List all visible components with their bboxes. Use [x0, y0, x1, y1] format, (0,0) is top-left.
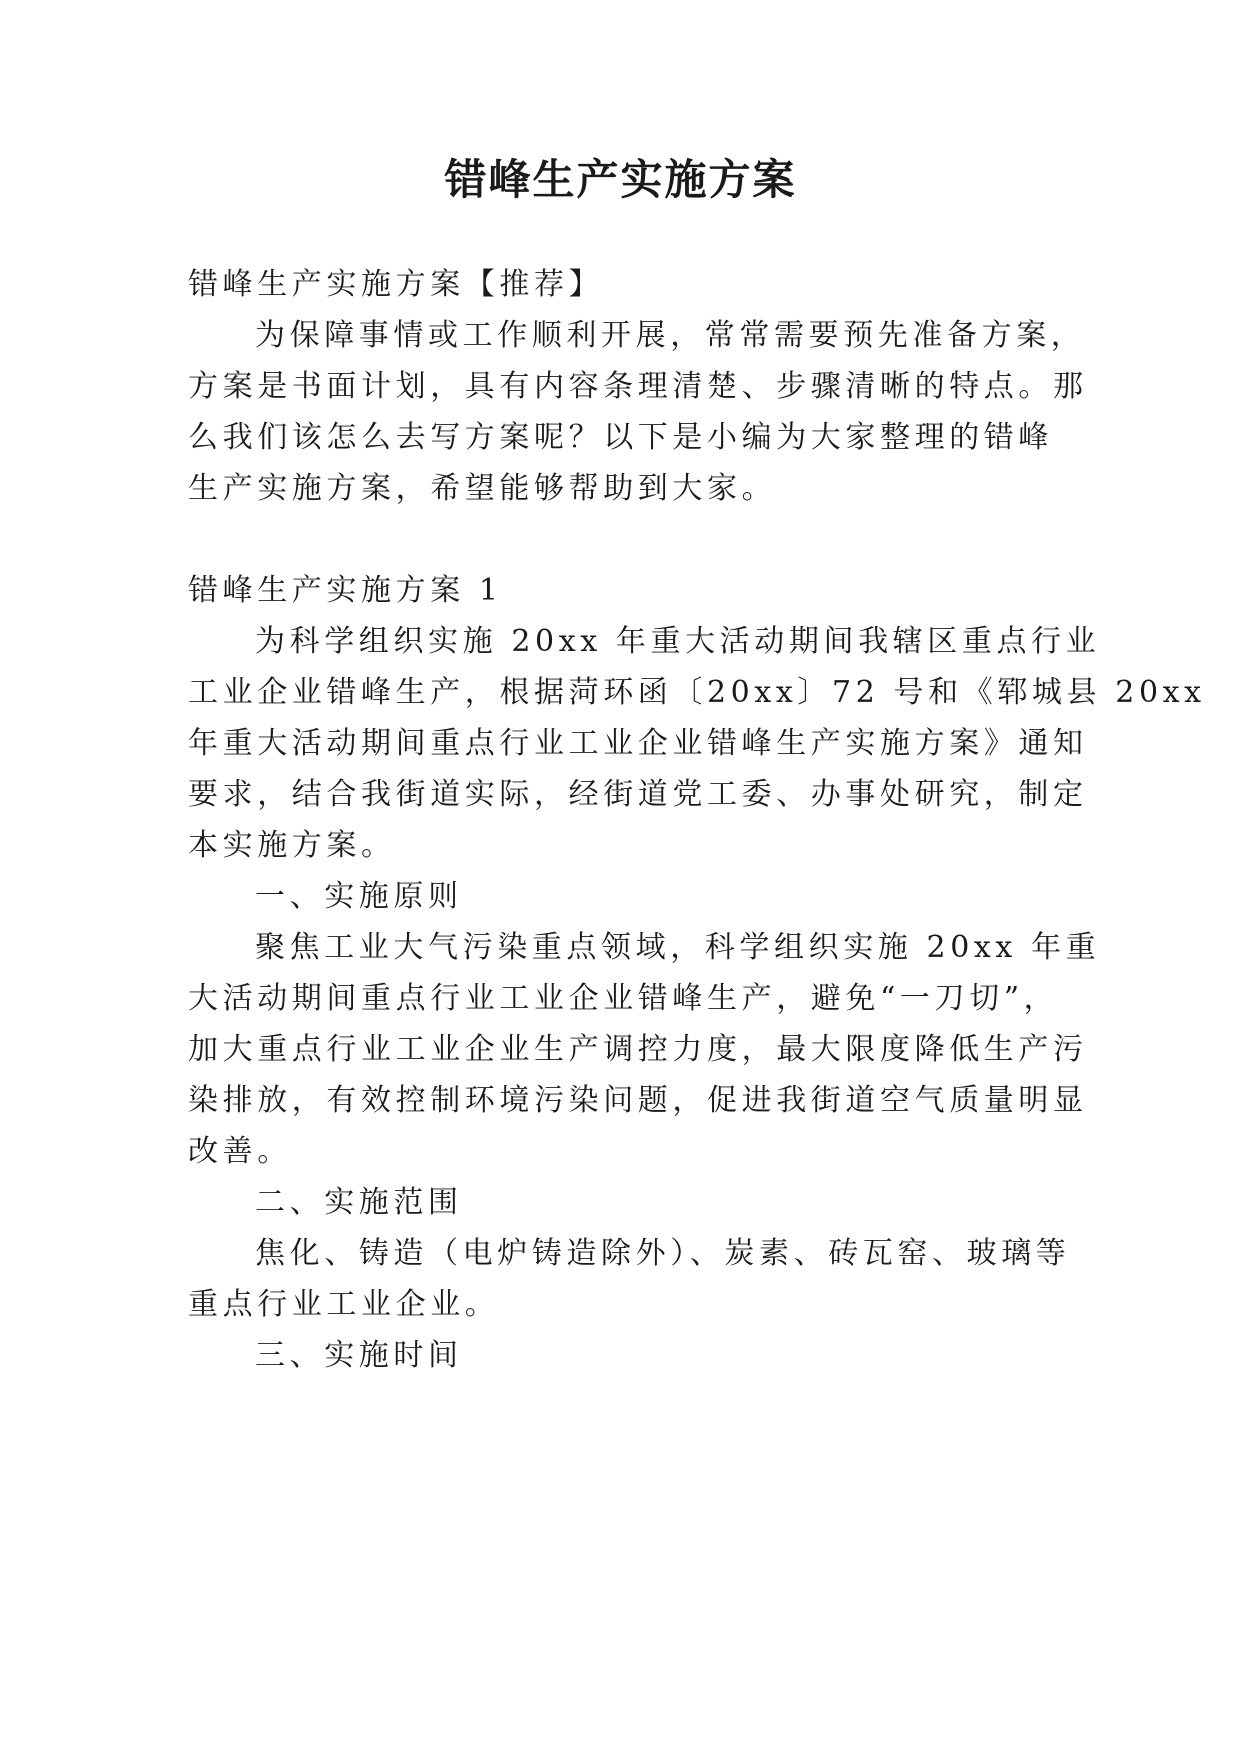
body-paragraph-line: 本实施方案。: [188, 828, 396, 863]
section-heading-line: 错峰生产实施方案 1: [188, 573, 503, 608]
body-paragraph-line: 染排放，有效控制环境污染问题，促进我街道空气质量明显: [188, 1083, 1088, 1118]
subheading-time: 三、实施时间: [255, 1338, 463, 1373]
intro-paragraph-line: 方案是书面计划，具有内容条理清楚、步骤清晰的特点。那: [188, 369, 1088, 404]
subheading-principles: 一、实施原则: [255, 879, 463, 914]
intro-paragraph-line: 为保障事情或工作顺利开展，常常需要预先准备方案，: [255, 318, 1086, 353]
body-paragraph-line: 为科学组织实施 20xx 年重大活动期间我辖区重点行业: [255, 624, 1101, 659]
body-paragraph-line: 要求，结合我街道实际，经街道党工委、办事处研究，制定: [188, 777, 1088, 812]
body-paragraph-line: 改善。: [188, 1134, 292, 1169]
body-paragraph-line: 重点行业工业企业。: [188, 1287, 500, 1322]
intro-paragraph-line: 生产实施方案，希望能够帮助到大家。: [188, 471, 777, 506]
body-paragraph-line: 工业企业错峰生产，根据菏环函〔20xx〕72 号和《郓城县 20xx: [188, 675, 1206, 710]
body-paragraph-line: 聚焦工业大气污染重点领域，科学组织实施 20xx 年重: [255, 930, 1101, 965]
body-paragraph-line: 加大重点行业工业企业生产调控力度，最大限度降低生产污: [188, 1032, 1088, 1067]
document-title: 错峰生产实施方案: [444, 155, 797, 204]
body-paragraph-line: 焦化、铸造（电炉铸造除外）、炭素、砖瓦窑、玻璃等: [255, 1236, 1071, 1271]
intro-paragraph-line: 么我们该怎么去写方案呢？以下是小编为大家整理的错峰: [188, 420, 1053, 455]
body-paragraph-line: 大活动期间重点行业工业企业错峰生产，避免“一刀切”，: [188, 981, 1059, 1016]
subtitle-line: 错峰生产实施方案【推荐】: [188, 267, 604, 302]
subheading-scope: 二、实施范围: [255, 1185, 463, 1220]
body-paragraph-line: 年重大活动期间重点行业工业企业错峰生产实施方案》通知: [188, 726, 1088, 761]
